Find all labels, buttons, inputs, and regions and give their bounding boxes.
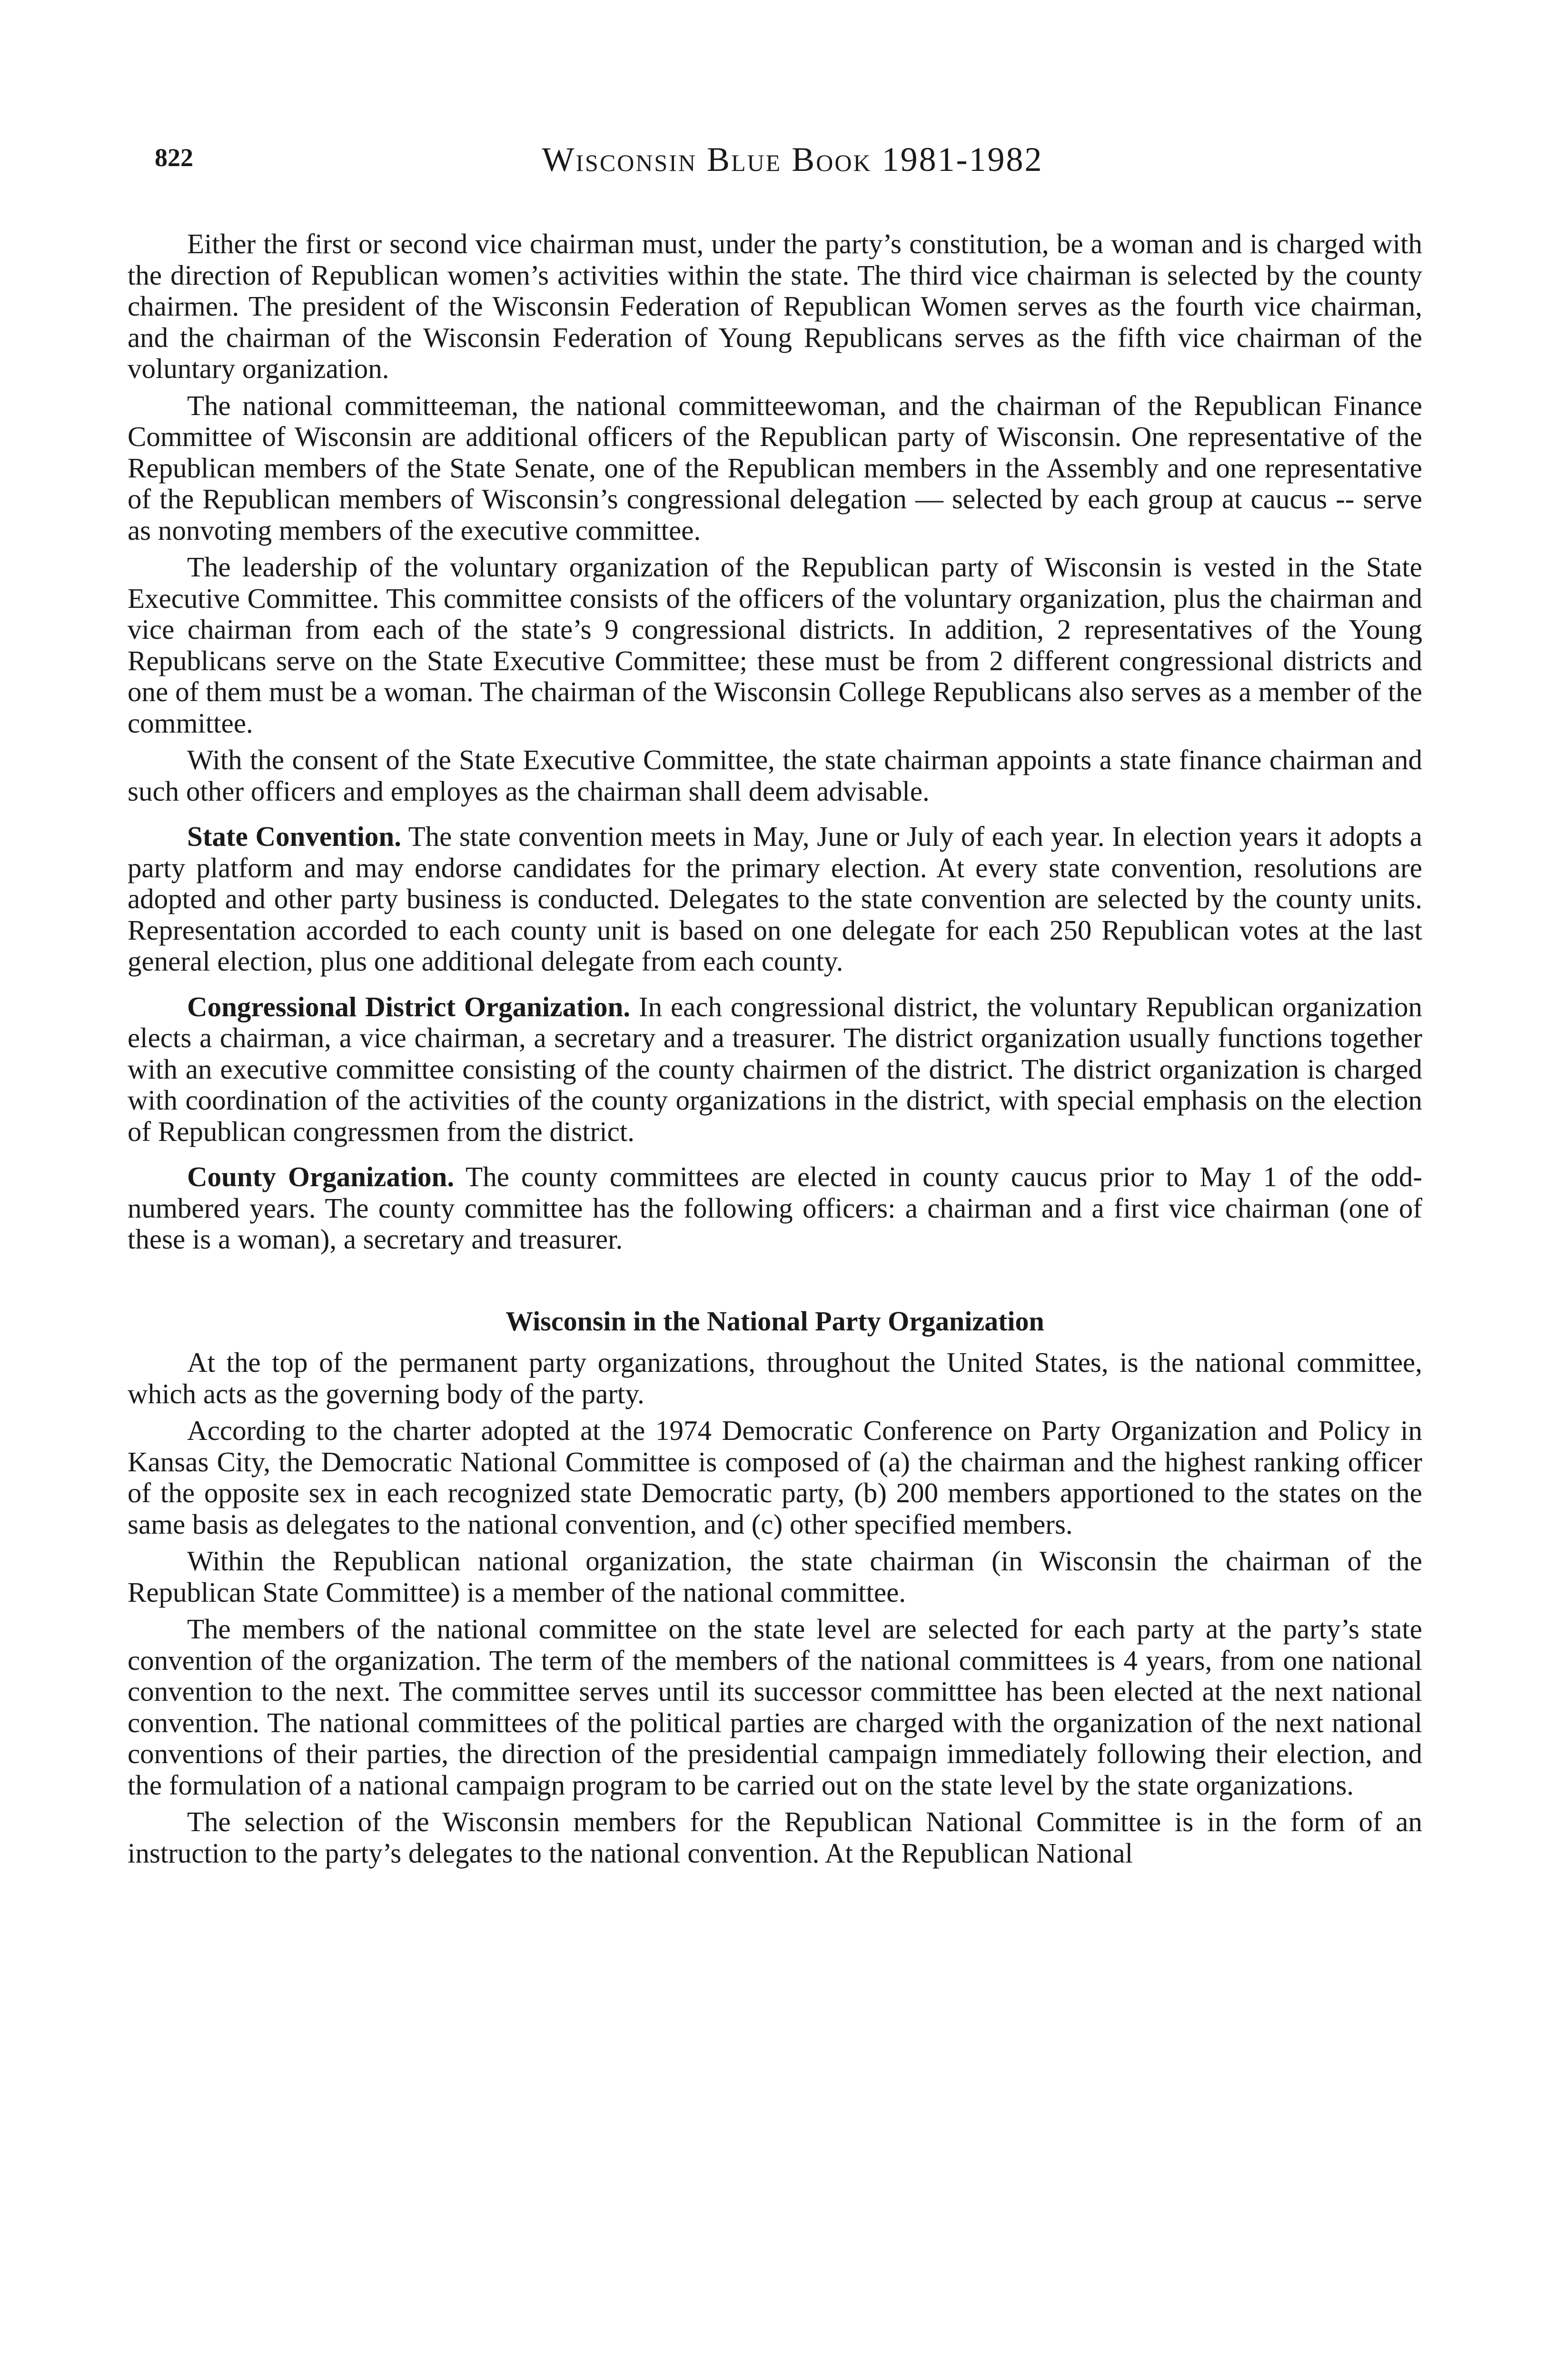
paragraph-text: Either the first or second vice chairman must, under the party’s constitution, be a woman and is charged with the direction of Republican women’s activities within the state. The third vice chairman is selected by the county chairmen. The president of the Wisconsin Federation of Republican Women serves as the fourth vice chairman, and the chairman of the Wisconsin Federation of Young Republicans serves as the fifth vice chairman of the voluntary organization. bbox=[128, 228, 1422, 384]
paragraph-state-convention bbox=[128, 821, 1422, 977]
paragraph-text: The county committees are elected in county caucus prior to May 1 of the odd-numbered years. The county committee has the following officers: a chairman and a first vice chairman (one of these is a woman), a secretary and treasurer. bbox=[128, 1161, 1422, 1255]
page-number: 822 bbox=[155, 143, 193, 172]
paragraph-county-organization bbox=[128, 1161, 1422, 1255]
runin-heading: County Organization. bbox=[187, 1161, 455, 1192]
paragraph-vice-chairmen bbox=[128, 228, 1422, 385]
runin-heading: State Convention. bbox=[187, 821, 401, 852]
paragraph-congressional-district bbox=[128, 992, 1422, 1148]
paragraph-text: According to the charter adopted at the 1974 Democratic Conference on Party Organization and Policy in Kansas City, the Democratic National Committee is composed of (a) the chairman and the highest ranking officer of the opposite sex in each recognized state Democratic party, (b) 200 members apportioned to the states on the same basis as delegates to the national convention, and (c) other specified members. bbox=[128, 1415, 1422, 1540]
paragraph-national-committee bbox=[128, 1347, 1422, 1409]
paragraph-finance-chairman bbox=[128, 744, 1422, 807]
paragraph-text: The state convention meets in May, June or July of each year. In election years it adopts a party platform and may endorse candidates for the primary election. At every state convention, resolutions are adopted and other party business is conducted. Delegates to the state convention are selected by the county units. Representation accorded to each county unit is based on one delegate for each 250 Republican votes at the last general election, plus one additional delegate from each county. bbox=[128, 821, 1422, 977]
runin-heading: Congressional District Organization. bbox=[187, 991, 631, 1022]
paragraph-text: The members of the national committee on the state level are selected for each party at the party’s state convention of the organization. The term of the members of the national committees is 4 years, from one national convention to the next. The committee serves until its successor committtee has been elected at the next national convention. The national committees of the political parties are charged with the organization of the next national conventions of their parties, the direction of the presidential campaign immediately following their election, and the formulation of a national campaign program to be carried out on the state level by the state organizations. bbox=[128, 1613, 1422, 1801]
paragraph-democratic-charter bbox=[128, 1415, 1422, 1540]
paragraph-wisconsin-selection bbox=[128, 1806, 1422, 1869]
paragraph-text: The leadership of the voluntary organization of the Republican party of Wisconsin is vested in the State Executive Committee. This committee consists of the officers of the voluntary organization, plus the chairman and vice chairman from each of the state’s 9 congressional districts. In addition, 2 representatives of the Young Republicans serve on the State Executive Committee; these must be from 2 different congressional districts and one of them must be a woman. The chairman of the Wisconsin College Republicans also serves as a member of the committee. bbox=[128, 551, 1422, 739]
paragraph-national-members bbox=[128, 1614, 1422, 1801]
paragraph-text: With the consent of the State Executive Committee, the state chairman appoints a state finance chairman and such other officers and employes as the chairman shall deem advisable. bbox=[128, 744, 1422, 807]
section-heading: Wisconsin in the National Party Organization bbox=[505, 1305, 1044, 1337]
paragraph-text: Within the Republican national organization, the state chairman (in Wisconsin the chairman of the Republican State Committee) is a member of the national committee. bbox=[128, 1545, 1422, 1608]
paragraph-state-executive-committee bbox=[128, 552, 1422, 739]
page-header bbox=[155, 140, 1430, 186]
paragraph-republican-national bbox=[128, 1546, 1422, 1608]
paragraph-text: At the top of the permanent party organizations, throughout the United States, is the national committee, which acts as the governing body of the party. bbox=[128, 1347, 1422, 1409]
paragraph-text: The selection of the Wisconsin members for the Republican National Committee is in the form of an instruction to the party’s delegates to the national convention. At the Republican National bbox=[128, 1806, 1422, 1869]
paragraph-text: The national committeeman, the national committeewoman, and the chairman of the Republican Finance Committee of Wisconsin are additional officers of the Republican party of Wisconsin. One representative of the Republican members of the State Senate, one of the Republican members in the Assembly and one representative of the Republican members of Wisconsin’s congressional delegation — selected by each group at caucus -- serve as nonvoting members of the executive committee. bbox=[128, 389, 1422, 546]
page-body bbox=[128, 228, 1422, 1874]
running-title: Wisconsin Blue Book 1981-1982 bbox=[542, 140, 1043, 178]
paragraph-additional-officers bbox=[128, 390, 1422, 546]
paragraph-text: In each congressional district, the voluntary Republican organization elects a chairman, a vice chairman, a secretary and a treasurer. The district organization usually functions together with an executive committee consisting of the county chairmen of the district. The district organization is charged with coordination of the activities of the county organizations in the district, with special emphasis on the election of Republican congressmen from the district. bbox=[128, 991, 1423, 1147]
